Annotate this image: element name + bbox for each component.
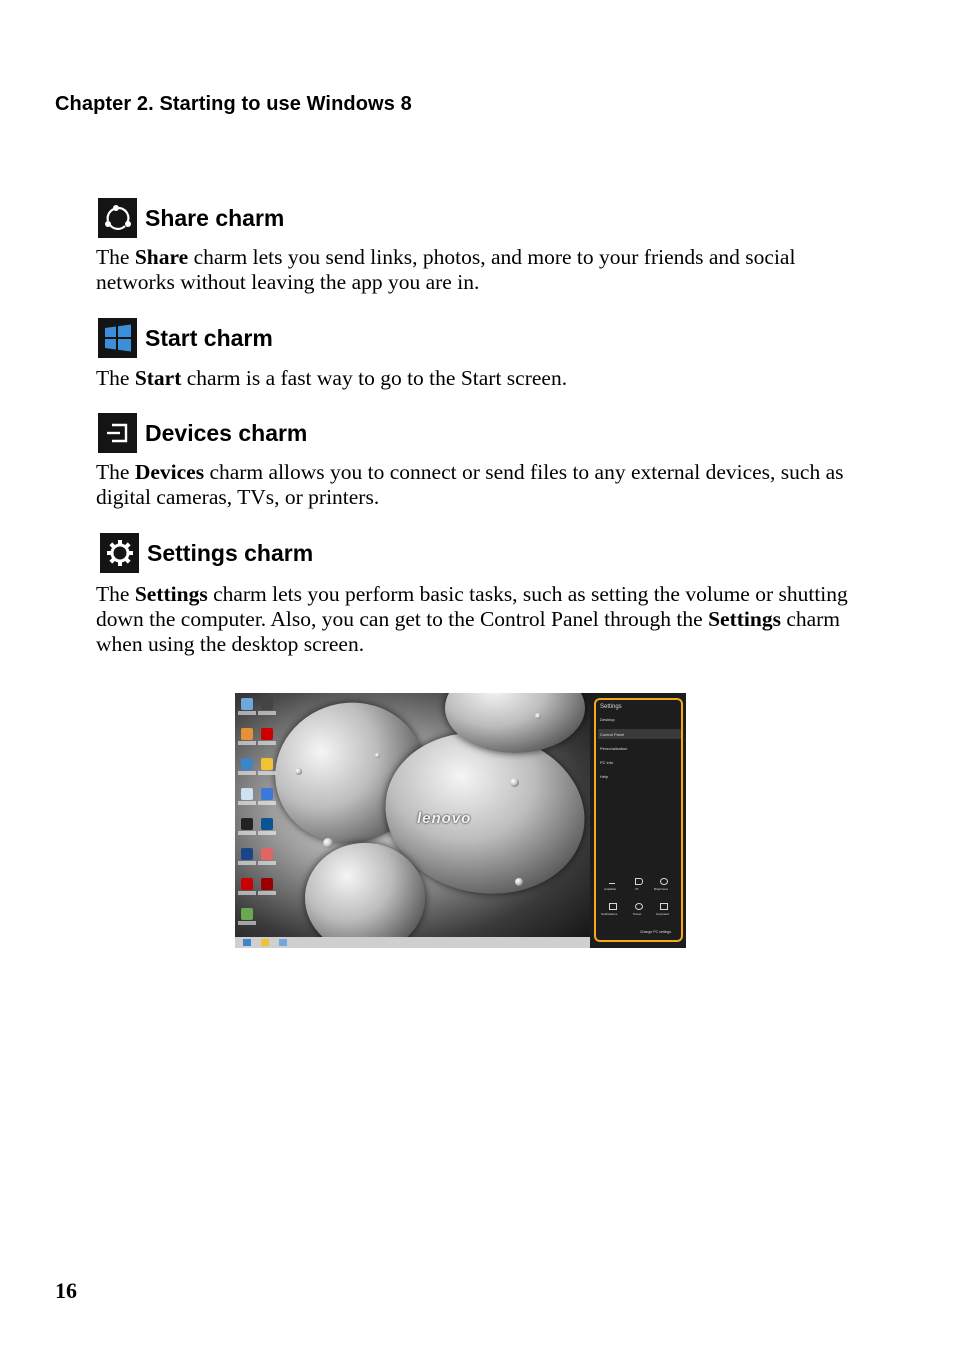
panel-item[interactable]: Help [600, 774, 609, 779]
settings-charm-text [96, 582, 876, 657]
volume-icon[interactable] [635, 878, 643, 885]
text-run: The [96, 245, 135, 269]
bold-term: Settings [134, 582, 208, 606]
devices-charm-heading [98, 413, 307, 453]
quick-label: Available [604, 887, 617, 891]
settings-charm-heading [100, 533, 313, 573]
share-charm-heading [98, 198, 284, 238]
text-run: The [96, 366, 135, 390]
start-charm-text [96, 366, 876, 391]
share-charm-text [96, 245, 876, 295]
panel-subtitle: Desktop [600, 717, 615, 722]
keyboard-icon[interactable] [660, 903, 668, 910]
taskbar [235, 937, 590, 948]
bold-term: Start [134, 366, 182, 390]
text-run: The [96, 582, 135, 606]
lenovo-logo: lenovo [417, 810, 472, 827]
text-run: The [96, 460, 135, 484]
brightness-icon[interactable] [660, 878, 668, 885]
bold-term: Share [134, 245, 189, 269]
page-number: 16 [55, 1278, 77, 1303]
panel-item[interactable]: Control Panel [600, 732, 625, 737]
quick-label: 70 [635, 887, 639, 891]
quick-label: Notifications [601, 912, 618, 916]
section-title: Start charm [145, 324, 273, 351]
text-run: charm when using the desktop screen. [96, 607, 841, 656]
section-title: Devices charm [145, 419, 308, 446]
text-run: charm allows you to connect or send files to any external devices, such as digital cameras, TVs, or printers. [96, 460, 844, 509]
notifications-icon[interactable] [609, 903, 617, 910]
panel-title: Settings [600, 704, 622, 710]
windows-start-icon [98, 318, 137, 358]
desktop-wallpaper [235, 693, 590, 948]
chapter-heading: Chapter 2. Starting to use Windows 8 [55, 93, 412, 115]
panel-item[interactable]: PC info [600, 760, 614, 765]
start-charm-heading [98, 318, 273, 358]
bold-term: Devices [134, 460, 205, 484]
network-icon[interactable] [609, 878, 615, 884]
settings-charm-screenshot [235, 693, 686, 948]
bold-term: Settings [708, 607, 781, 631]
quick-label: Power [633, 912, 642, 916]
quick-label: Brightness [654, 887, 669, 891]
devices-charm-text [96, 460, 876, 510]
section-title: Settings charm [147, 539, 314, 566]
devices-icon [98, 413, 137, 453]
settings-panel [590, 693, 686, 948]
gear-icon [100, 533, 139, 573]
section-title: Share charm [145, 204, 285, 231]
power-icon[interactable] [635, 903, 643, 910]
quick-label: Keyboard [656, 912, 669, 916]
text-run: charm lets you perform basic tasks, such as setting the volume or shutting down the computer. Also, you can get to the Control Panel through the [96, 582, 848, 631]
text-run: charm lets you send links, photos, and more to your friends and social networks without leaving the app you are in. [96, 245, 796, 294]
share-icon [98, 198, 137, 238]
change-pc-settings-link[interactable]: Change PC settings [640, 930, 672, 934]
text-run: charm is a fast way to go to the Start screen. [181, 366, 568, 390]
panel-item[interactable]: Personalization [600, 746, 628, 751]
